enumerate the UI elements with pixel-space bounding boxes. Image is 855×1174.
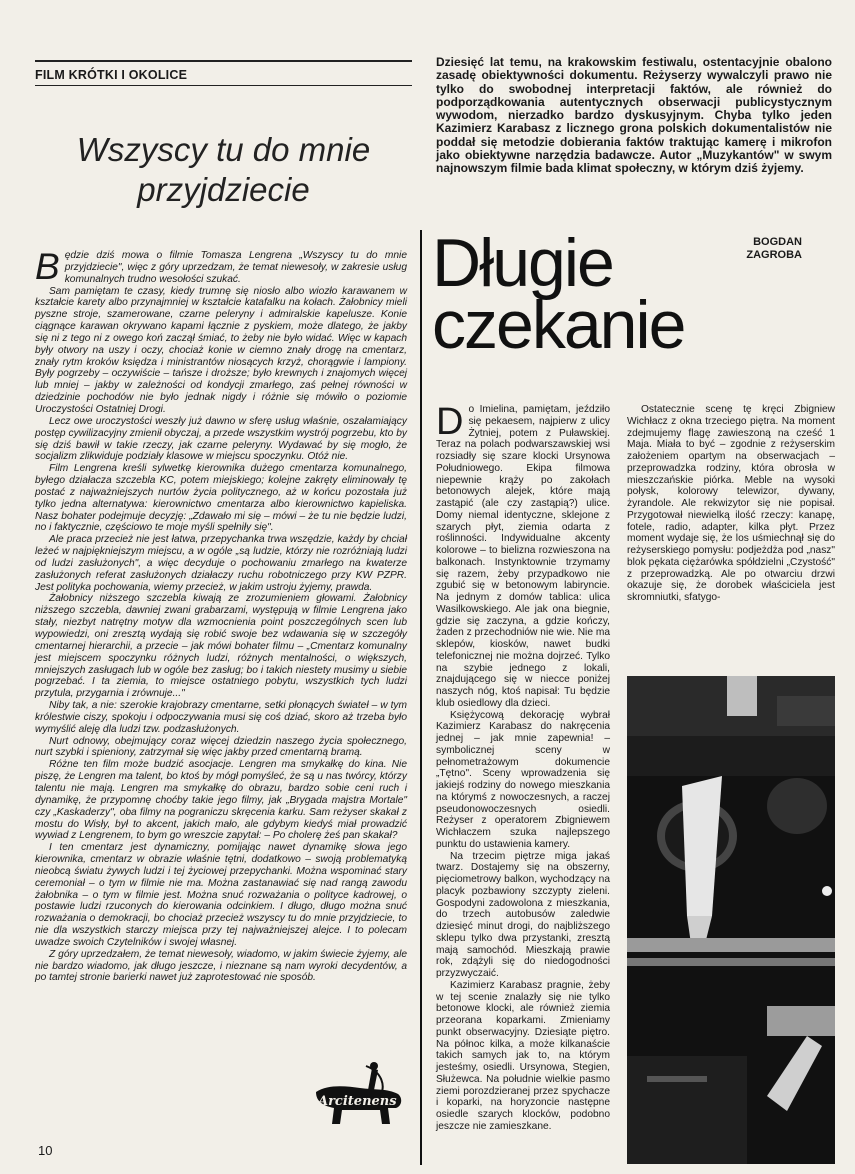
author-line-1: BOGDAN (753, 236, 802, 248)
left-paragraph: Żałobnicy niższego szczebla kiwają ze zrozumieniem głowami. Żałobnicy niższego szczebla, dawniej zwani grabarzami, występują w filmie Lengrena jako stały, niezbyt natrętny motyw dla wzmocnienia point poszczególnych scen lub wypowiedzi, oni zresztą wydają się robić swoje bez wdawania się w szczegóły cmentarnej hierarchii, a przecie – jak mówi bohater filmu – „Cmentarz komunalny jest miejscem spoczynku różnych ludzi, różnych mentalności, o większych, mniejszych zasługach lub w ogóle bez zasług; bo i takich niestety musimy u siebie pogrzebać. I ta ziemia, to miejsce ostatniego pobytu, wszystkich tych ludzi przytula, przygarnia i zrównuje..." (35, 593, 407, 700)
left-paragraph: Różne ten film może budzić asocjacje. Lengren ma smykałkę do kina. Nie piszę, że Lengren ma talent, bo ktoś by mógł pomyśleć, że są u nas twórcy, którzy talentu nie mają. Lengren ma smykałkę do obrazu, bardzo sobie ceni ruch i dynamikę, że przypomnę choćby takie jego filmy, jak „Brygada majstra Mortale" czy „Kaskaderzy", oba filmy na pograniczu skręcenia karku. Sam reżyser skakał z mostu do Wisły, był to akcent, jakich mało, ale gdybym kiedyś miał prowadzić wywiad z Lengrenem, to bym go wreszcie zapytał: – Po cholerę żeś pan skakał? (35, 759, 407, 842)
left-paragraph: Będzie dziś mowa o filmie Tomasza Lengrena „Wszyscy tu do mnie przyjdziecie", więc z góry uprzedzam, że temat niewesoły, w zakresie usług komunalnych trudno wesołości szukać. (35, 246, 407, 287)
page-number: 10 (38, 1143, 53, 1158)
left-article-body (35, 246, 407, 984)
left-paragraph: Sam pamiętam te czasy, kiedy trumnę się niosło albo wiozło karawanem w kształcie karety albo przynajmniej w kształcie katafalku na kołach. Żałobnicy mieli pyszne stroje, szamerowane, czarne peleryny i admiralskie kapelusze. Konie ciągnące karawan okrywano kapami łącznie z pyskiem, może dlatego, że jakby się ni z tego ni z owego koń zaczął śmiać, to żeby nie było widać. Więc w kapach były otwory na uszy i oczy, chociaż konie w ciemno znały drogę na cmentarz, znały rytm kroków księdza i ministrantów niosących krzyż, chorągwie i lampiony. Były pogrzeby – oczywiście – tańsze i droższe; było krewnych i znajomych więcej lub mniej – jakby w zależności od kondycji zmarłego, zaś pełnej równości w dziedzinie pochodów nie było jednak nigdy i różnie się mówiło o poziomie Uroczystości Ostatniej Drogi. (35, 285, 407, 415)
left-paragraph: Lecz owe uroczystości weszły już dawno w sferę usług właśnie, oszałamiający postęp cywilizacyjny zmienił obyczaj, a przede wszystkim wystrój pogrzebu, kto by się dziś bawił w takie rzeczy, jak czarne peleryny. Wydawać by się mogło, że socjalizm zlikwiduje podziały klasowe w miejscu spoczynku. Otóż nie. (35, 415, 407, 463)
photo-image (627, 676, 835, 1164)
left-paragraph: Niby tak, a nie: szerokie krajobrazy cmentarne, setki płonących świateł – w tym królestwie ciszy, spokoju i odpoczywania musi się coś dziać, skoro aż trzeba było wymyślić aleję dla ludzi tzw. podzasłużonych. (35, 700, 407, 735)
right-paragraph: Na trzecim piętrze miga jakaś twarz. Dostajemy się na obszerny, pięciometrowy balkon, wychodzący na placyk pozbawiony szczypty zieleni. Gospodyni zadowolona z mieszkania, do trzech autobusów zaledwie dziesięć minut drogi, do najbliższego sklepu tylko dwa przystanki, zresztą mają samochód. Mieszkają prawie rok, zdążyli się do niedogodności przyzwyczaić. (436, 850, 610, 979)
right-title-line-2: czekanie (432, 287, 685, 363)
section-header: FILM KRÓTKI I OKOLICE (35, 60, 412, 86)
right-article-title (432, 225, 732, 363)
column-divider (420, 230, 422, 1165)
right-paragraph: Ostatecznie scenę tę kręci Zbigniew Wichłacz z okna trzeciego piętra. Na moment zdejmujemy flagę zawieszoną na cześć 1 Maja. Miała to być – zgodnie z reżyserskim założeniem opartym na obserwacjach – przeprowadzka rodziny, która obrosła w mieszczańskie piórka. Meble na wysoki połysk, kolorowy telewizor, dywany, żyrandole. Ale rekwizytor się nie popisał. Przygotował niewielką ilość rzeczy: kanapę, fotele, radio, adapter, kilka płyt. Przez moment wydaje się, że los uśmiechnął się do reżyserskiego pomysłu: podjeżdża pod „nasz" blok pękata ciężarówka spółdzielni „Czystość" z przeprowadzką. Ale po otwarciu drzwi okazuje się, że dorobek właściciela jest skromniutki, sfatygo- (627, 404, 835, 603)
right-article-column-2 (627, 404, 835, 604)
right-paragraph: Do Imielina, pamiętam, jeździło się pekaesem, najpierw z ulicy Żytniej, potem z Puławskiej. Teraz na polach podwarszawskiej wsi rozsiadły się szare klocki Ursynowa Południowego. Ekipa filmowa niepewnie krąży po zakołach betonowych alejek, które mają zastąpić (ale czy zastąpią?) ulice. Domy niemal identyczne, sklejone z szarych płyt, ziemia odarta z roślinności. Indywidualne akcenty kolorowe – to bielizna rozwieszona na balkonach. Instynktownie trzymamy się razem, żeby przypadkowo nie zgubić się w betonowym labiryncie. Na jednym z domów tablica: ulica Wasilkowskiego. Ale jak ona biegnie, gdzie się zaczyna, a gdzie kończy, żaden z przechodniów nie wie. Nie ma sklepów, kiosków, nawet budki telefonicznej nie można dojrzeć. Tylko na szybie jednego z lokali, znajdującego się w niecce poniżej naszych nóg, ktoś napisał: Tu będzie klub osiedlowy dla dzieci. (436, 401, 610, 709)
drop-cap: B (35, 246, 60, 287)
right-article-column-1 (436, 401, 610, 1133)
right-paragraph: Kazimierz Karabasz pragnie, żeby w tej scenie znalazły się nie tylko betonowe klocki, ale również ziemia przeorana koparkami. Zmieniamy punkt obserwacyjny. Dziesiąte piętro. Na północ kilka, a może kilkanaście takich samych jak to, na którym jesteśmy, osiedli. Ursynowa, Stegien, Służewca. Na południe wielkie pasmo ziemi porozdzieranej przez spychacze i koparki, na horyzoncie następne osiedle szarych klocków, podobno jeszcze nie zamieszkane. (436, 979, 610, 1132)
drop-cap: D (436, 401, 464, 443)
right-title-line-1: Długie (432, 225, 613, 301)
film-still-photo (627, 676, 835, 1164)
right-paragraph: Księżycową dekorację wybrał Kazimierz Karabasz do nakręcenia jednej – jak mnie zapewnia! – symbolicznej sceny w pełnometrażowym dokumencie „Tętno". Sceny wprowadzenia się jakiejś rodziny do nowego mieszkania na którymś z nowoczesnych, a raczej pseudonowoczesnych osiedli. Reżyser z operatorem Zbigniewem Wichłaczem szuka najlepszego punktu do ustawienia kamery. (436, 709, 610, 850)
left-paragraph: I ten cmentarz jest dynamiczny, pomijając nawet dynamikę słowa jego kierownika, cmentarz w obrazie właśnie tętni, dodatkowo – swoją problematyką nieobcą światu żywych ludzi i tej życiowej przepychanki. Można wspominać stary ceremoniał – o tym w filmie nie ma. Można zastanawiać się nad rangą zawodu żałobnika – o tym w filmie jest. Można snuć rozważania o polityce kadrowej, o postawie ludzi rzuconych do kierowania odcinkiem. I długo, długo można snuć rozważania o demokracji, bo chociaż przecież wszyscy tu do mnie przyjdziecie, to nie dla wszystkich starczy miejsca przy tej najważniejszej alejce. I to polecam uwadze swoich Czytelników i swojej własnej. (35, 842, 407, 948)
left-paragraph: Nurt odnowy, obejmujący coraz więcej dziedzin naszego życia społecznego, nurt szybki i spieniony, zatrzymał się więc jakby przed cmentarną bramą. (35, 735, 407, 759)
left-paragraph: Z góry uprzedzałem, że temat niewesoły, wiadomo, w jakim świecie żyjemy, ale nie bardzo wiadomo, jak długo jeszcze, i nieznane są nam wyroki decydentów, a po tamtej stronie barierki nawet już zaprotestować nie sposób. (35, 948, 407, 984)
logo-text: Arcitenens (318, 1094, 397, 1109)
right-article-lead: Dziesięć lat temu, na krakowskim festiwalu, ostentacyjnie obalono zasadę obiektywności dokumentu. Reżyserzy wywalczyli prawo nie tylko do swobodnej interpretacji faktów, ale również do podporządkowania autentycznych obserwacji publicystycznym wywodom, nierzadko bardzo dyskusyjnym. Chyba tylko jeden Kazimierz Karabasz z licznego grona polskich dokumentalistów nie poddał się metodzie dobierania faktów traktując kamerę i mikrofon jako obiektywne narzędzia badawcze. Autor „Muzykantów" w swym najnowszym filmie bada klimat społeczny, w którym dziś żyjemy. (436, 55, 832, 175)
left-title-line-1: Wszyscy tu do mnie (76, 131, 371, 168)
left-article-title (35, 130, 412, 210)
left-title-line-2: przyjdziecie (137, 171, 310, 208)
left-paragraph: Ale praca przecież nie jest łatwa, przepychanka trwa wszędzie, każdy by chciał leżeć w najpiękniejszym miejscu, a w ogóle „są ludzie, którzy nie rozróżniają ludzi od ludzi zasłużonych", a więc decyduje o pochowaniu zmarłego na kwaterze zasłużonych referat zasłużonych działaczy ruchu robotniczego przy KW PZPR. Jest polityka pochowania, wiemy przecież, w jakim ustroju żyjemy, prawda. (35, 534, 407, 593)
left-paragraph: Film Lengrena kreśli sylwetkę kierownika dużego cmentarza komunalnego, byłego działacza szczebla KC, potem miejskiego; kolejne zakręty eliminowały tę postać z najważniejszych nurtów życia politycznego, aż w końcu pozostała już tylko jedna alternatywa: kierownictwo cmentarza albo kierownictwo kapieliska. Nasz bohater podejmuje decyzję: „Zdawało mi się – mówi – że tu nie będzie ludzi, no i faktycznie, częściowo te moje myśli spełniły się". (35, 463, 407, 534)
author-line-2: ZAGROBA (746, 249, 802, 261)
